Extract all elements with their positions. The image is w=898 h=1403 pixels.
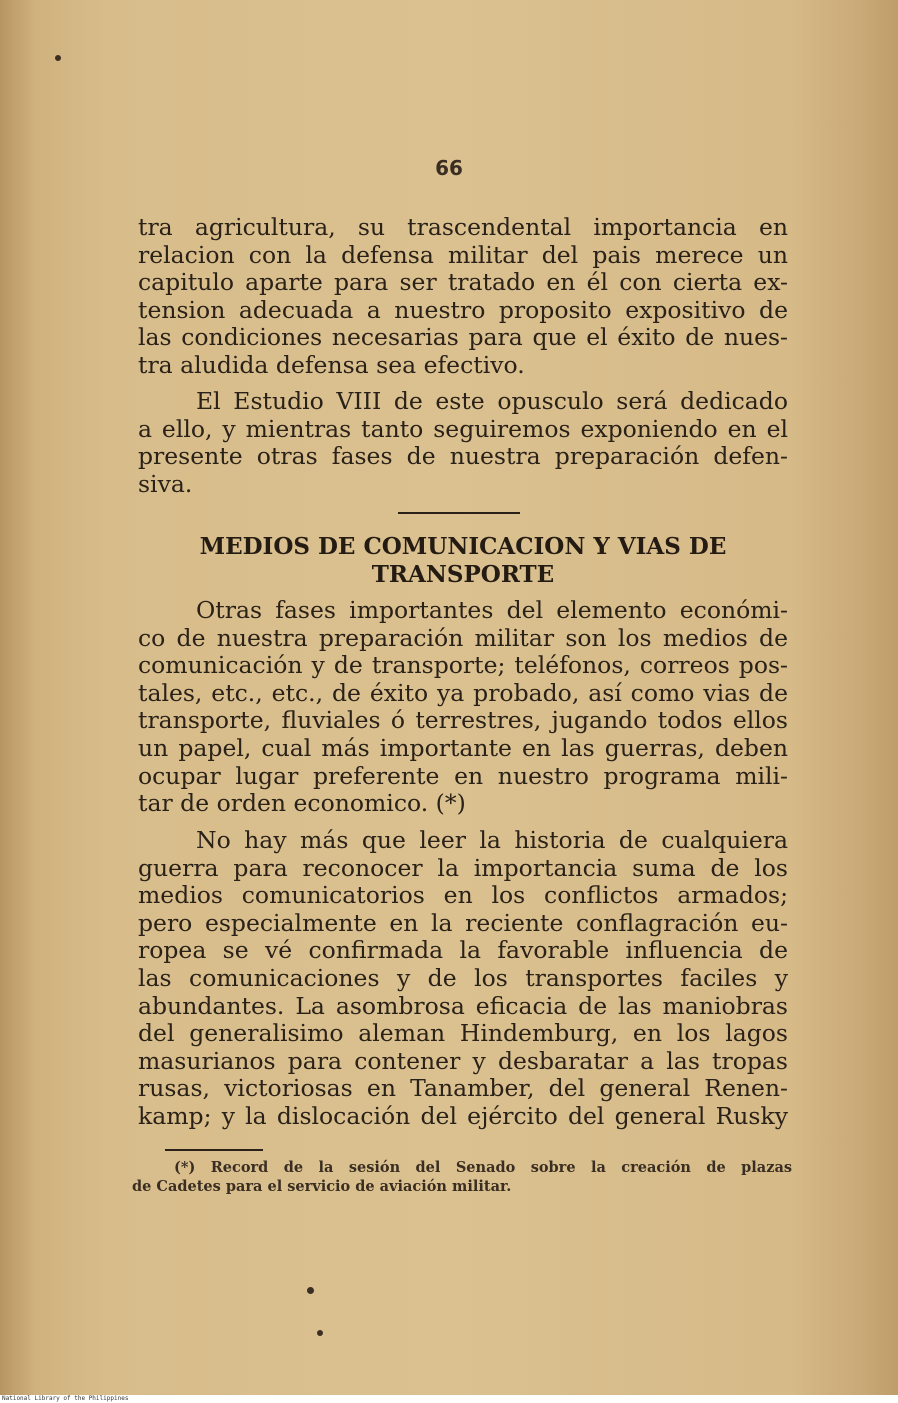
text-line: a ello, y mientras tanto seguiremos exponiendo en el	[138, 414, 788, 443]
text-line: guerra para reconocer la importancia suma de los	[138, 853, 788, 882]
ink-speck	[317, 1330, 323, 1336]
text-line: kamp; y la dislocación del ejército del general Rusky	[138, 1101, 788, 1130]
paragraph-text	[138, 388, 788, 498]
text-line: El Estudio VIII de este opusculo será dedicado	[196, 387, 788, 415]
text-line: tra agricultura, su trascendental importancia en	[138, 213, 788, 241]
text-line: Otras fases importantes del elemento económi-	[196, 596, 788, 624]
footnote	[132, 1158, 792, 1196]
text-line: medios comunicatorios en los conflictos armados;	[138, 881, 788, 910]
text-line: abundantes. La asombrosa eficacia de las maniobras	[138, 991, 788, 1020]
text-line: co de nuestra preparación militar son los medios de	[138, 623, 788, 652]
page-number: 66	[435, 156, 463, 180]
footnote-line: de Cadetes para el servicio de aviación militar.	[132, 1178, 512, 1195]
footnote-line: (*) Record de la sesión del Senado sobre la creación de plazas	[174, 1159, 792, 1176]
paragraph-4	[138, 827, 788, 1131]
text-line: transporte, fluviales ó terrestres, jugando todos ellos	[138, 706, 788, 735]
text-line: siva.	[138, 469, 193, 498]
section-heading	[138, 533, 788, 589]
text-line: tar de orden economico. (*)	[138, 789, 466, 818]
paragraph-text	[138, 597, 788, 818]
text-line: las condiciones necesarias para que el éxito de nues-	[138, 323, 788, 352]
text-line: comunicación y de transporte; teléfonos, correos pos-	[138, 651, 788, 680]
section-divider	[398, 512, 520, 514]
text-line: masurianos para contener y desbaratar a las tropas	[138, 1046, 788, 1075]
ink-speck	[55, 55, 61, 61]
ink-speck	[307, 1287, 314, 1294]
text-line: relacion con la defensa militar del pais merece un	[138, 240, 788, 269]
footnote-divider	[165, 1149, 263, 1151]
text-line: ropea se vé confirmada la favorable influencia de	[138, 936, 788, 965]
heading-line: TRANSPORTE	[371, 561, 555, 588]
text-line: tales, etc., etc., de éxito ya probado, así como vias de	[138, 678, 788, 707]
text-line: un papel, cual más importante en las guerras, deben	[138, 733, 788, 762]
text-line: tra aludida defensa sea efectivo.	[138, 350, 525, 379]
paragraph-text	[138, 827, 788, 1131]
text-line: pero especialmente en la reciente conflagración eu-	[138, 908, 788, 937]
text-line: No hay más que leer la historia de cualquiera	[196, 826, 788, 854]
text-line: tension adecuada a nuestro proposito expositivo de	[138, 295, 788, 324]
library-credit: National Library of the Philippines	[2, 1395, 129, 1402]
text-line: las comunicaciones y de los transportes faciles y	[138, 963, 788, 992]
scan-footer-strip	[0, 1395, 898, 1403]
paragraph-text	[138, 214, 788, 380]
paragraph-1	[138, 214, 788, 380]
text-line: del generalisimo aleman Hindemburg, en los lagos	[138, 1019, 788, 1048]
heading-line: MEDIOS DE COMUNICACION Y VIAS DE	[199, 533, 727, 560]
text-line: capitulo aparte para ser tratado en él con cierta ex-	[138, 268, 788, 297]
paragraph-2	[138, 388, 788, 498]
text-line: rusas, victoriosas en Tanamber, del general Renen-	[138, 1074, 788, 1103]
text-line: ocupar lugar preferente en nuestro programa mili-	[138, 761, 788, 790]
paragraph-3	[138, 597, 788, 818]
text-line: presente otras fases de nuestra preparación defen-	[138, 442, 788, 471]
